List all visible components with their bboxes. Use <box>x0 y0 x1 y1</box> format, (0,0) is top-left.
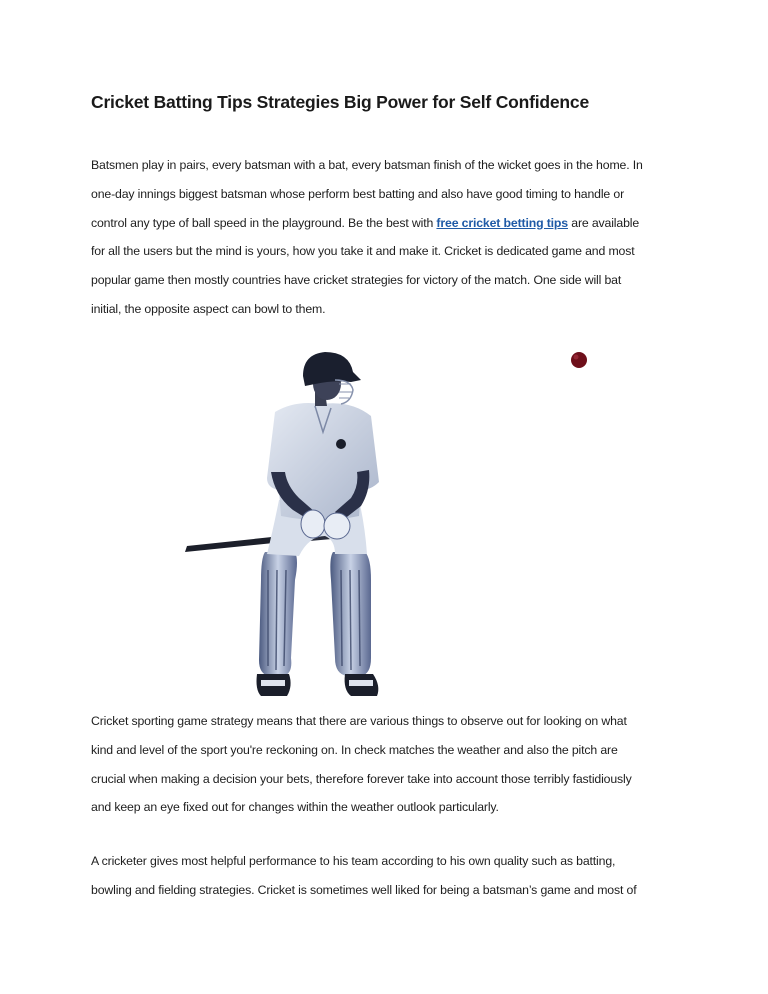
text-line: initial, the opposite aspect can bowl to them. <box>91 301 326 316</box>
text-line: Cricket sporting game strategy means that there are various things to observe out for looking on what <box>91 714 627 728</box>
text-line: popular game then mostly countries have cricket strategies for victory of the match. One side will bat <box>91 273 622 288</box>
text-segment: control any type of ball speed in the playground. Be the best with <box>91 215 437 230</box>
paragraph-cricketer <box>91 853 691 911</box>
text-line: bowling and fielding strategies. Cricket is sometimes well liked for being a batsman’s game and most of <box>91 882 637 897</box>
text-segment: are available <box>567 215 640 230</box>
page-title: Cricket Batting Tips Strategies Big Power for Self Confidence <box>91 92 589 112</box>
left-pad <box>259 552 297 676</box>
text-line: for all the users but the mind is yours, how you take it and make it. Cricket is dedicated game and most <box>91 244 635 259</box>
batsman-photo <box>175 340 605 702</box>
text-line: and keep an eye fixed out for changes within the weather outlook particularly. <box>91 800 499 815</box>
paragraph-intro <box>91 157 691 330</box>
text-line: one-day innings biggest batsman whose perform best batting and also have good timing to handle or <box>91 186 625 201</box>
free-cricket-betting-tips-link[interactable]: free cricket betting tips <box>436 215 568 230</box>
text-line: Batsmen play in pairs, every batsman with a bat, every batsman finish of the wicket goes in the home. In <box>91 158 643 172</box>
helmet <box>303 352 361 386</box>
text-line-with-link <box>91 215 691 244</box>
cricket-ball <box>571 352 587 368</box>
text-line: crucial when making a decision your bets, therefore forever take into account those terribly fastidiously <box>91 771 632 786</box>
text-line: kind and level of the sport you're reckoning on. In check matches the weather and also the pitch are <box>91 742 618 757</box>
left-glove <box>301 510 325 538</box>
right-glove <box>324 513 350 539</box>
batsman-illustration <box>175 340 605 702</box>
paragraph-strategy <box>91 713 691 828</box>
text-line: A cricketer gives most helpful performance to his team according to his own quality such as batting, <box>91 854 616 868</box>
